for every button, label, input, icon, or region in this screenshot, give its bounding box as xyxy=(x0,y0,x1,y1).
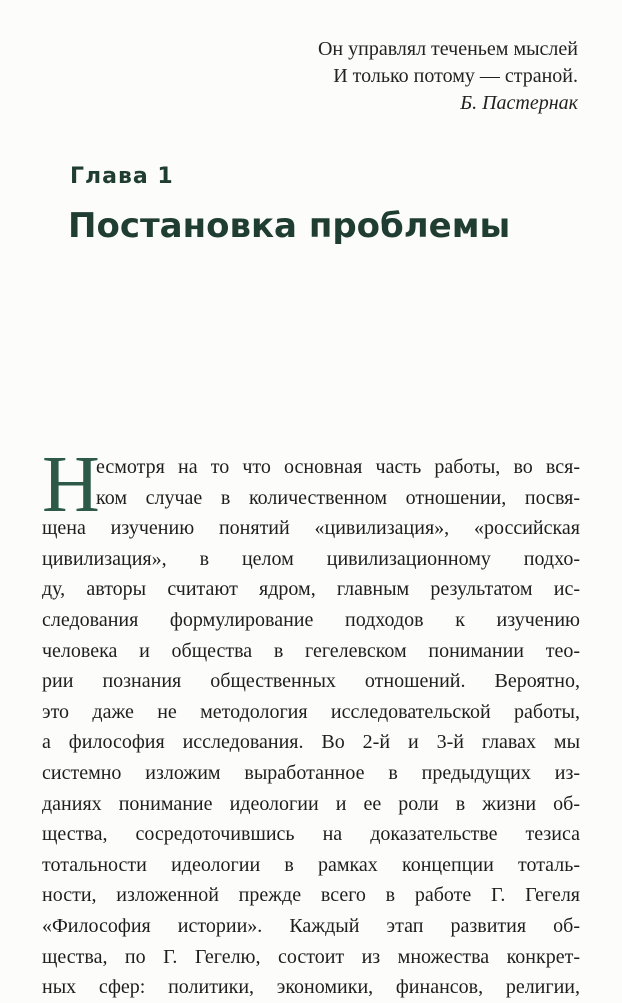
body-line: рии познания общественных отношений. Вероятно, xyxy=(42,670,580,693)
body-text xyxy=(42,441,580,1003)
body-line: ности, изложенной прежде всего в работе Г. Гегеля xyxy=(42,884,580,907)
body-line: следования формулирование подходов к изучению xyxy=(42,608,580,631)
body-line: ду, авторы считают ядром, главным результатом ис- xyxy=(42,578,580,601)
body-line: щества, по Г. Гегелю, состоит из множества конкрет- xyxy=(42,945,580,968)
chapter-label: Глава 1 xyxy=(70,164,174,189)
body-line: щена изучению понятий «цивилизация», «российская xyxy=(42,517,580,540)
epigraph-line: Он управлял теченьем мыслей xyxy=(317,38,578,60)
body-line: человека и общества в гегелевском понимании тео- xyxy=(42,639,580,662)
body-line: «Философия истории». Каждый этап развития об- xyxy=(42,914,580,937)
epigraph xyxy=(318,36,578,117)
body-line: а философия исследования. Во 2-й и 3-й главах мы xyxy=(42,731,580,754)
epigraph-author: Б. Пастернак xyxy=(460,92,578,114)
body-line: цивилизация», в целом цивилизационному подхо- xyxy=(42,547,580,570)
epigraph-line: И только потому — страной. xyxy=(333,65,578,87)
body-line: есмотря на то что основная часть работы, во вся- xyxy=(96,456,580,478)
body-line: системно изложим выработанное в предыдущих из- xyxy=(42,761,580,784)
body-line: это даже не методология исследовательской работы, xyxy=(42,700,580,723)
body-line: даниях понимание идеологии и ее роли в жизни об- xyxy=(42,792,580,815)
body-line: щества, сосредоточившись на доказательстве тезиса xyxy=(42,823,580,846)
body-line: ком случае в количественном отношении, посвя- xyxy=(96,486,580,509)
chapter-title: Постановка проблемы xyxy=(68,206,511,246)
body-line: ных сфер: политики, экономики, финансов, религии, xyxy=(42,976,580,999)
body-line: тотальности идеологии в рамках концепции тоталь- xyxy=(42,853,580,876)
drop-cap: Н xyxy=(42,441,100,529)
